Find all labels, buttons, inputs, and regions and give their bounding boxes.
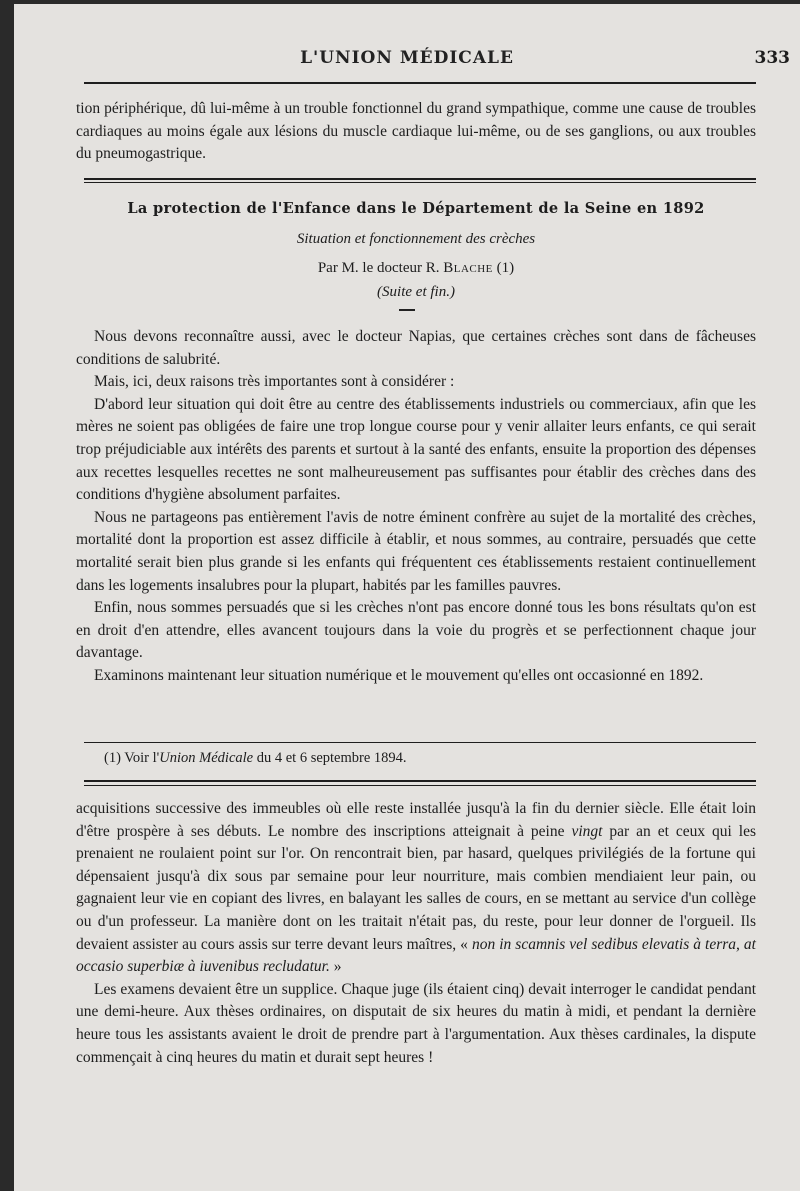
article-paragraph-1: Nous devons reconnaître aussi, avec le docteur Napias, que certaines crèches sont dans de fâcheuses conditions de salubrité. [76, 328, 756, 368]
bottom-paragraph-1-text-a: acquisitions successive des immeubles où elle reste installée jusqu'à la fin du dernier siècle. Elle était loin d'être prospère à ses débuts. Le nombre des inscriptions atteignait à peine [76, 800, 756, 840]
document-page [14, 4, 800, 1191]
article-body [76, 326, 756, 688]
footnote-mark: (1) [104, 750, 121, 766]
article-paragraph-5: Enfin, nous sommes persuadés que si les crèches n'ont pas encore donné tous les bons résultats qu'on est en droit d'en attendre, elles avancent toujours dans la voie du progrès et se perfectionnent chaque jour davantage. [76, 599, 756, 662]
bottom-paragraph-1-vingt: vingt [571, 822, 603, 840]
article-title: La protection de l'Enfance dans le Département de la Seine en 1892 [127, 200, 705, 217]
running-head: L'UNION MÉDICALE [300, 48, 514, 68]
header-rule [84, 82, 756, 84]
article-byline [76, 260, 756, 277]
byline-prefix: Par M. le docteur R. [317, 260, 440, 276]
section-rule-bottom [84, 780, 756, 782]
bottom-paragraph-1 [76, 798, 756, 979]
top-paragraph-block [76, 98, 756, 166]
separator-dash [399, 309, 415, 311]
top-paragraph: tion périphérique, dû lui-même à un trouble fonctionnel du grand sympathique, comme une cause de troubles cardiaques au moins égale aux lésions du muscle cardiaque lui-même, ou de ses ganglions, ou aux troubles du pneumogastrique. [76, 100, 756, 163]
bottom-paragraph-1-latin: non in scamnis vel sedibus elevatis à terra, at occasio superbiæ à iuvenibus recludatur. [76, 935, 756, 976]
footnote-rule [84, 742, 756, 743]
byline-author: Blache [443, 260, 493, 276]
footnote-journal: Union Médicale [159, 750, 254, 766]
bottom-paragraph-2: Les examens devaient être un supplice. Chaque juge (ils étaient cinq) devait interroger le candidat pendant une demi-heure. Aux thèses ordinaires, on disputait de six heures du matin à midi, et pendant la dernière heure tous les assistants avaient le droit de prendre part à l'argumentation. Aux thèses cardinales, la dispute commençait à cinq heures du matin et durait sept heures ! [76, 980, 756, 1066]
section-rule-top [84, 178, 756, 180]
bottom-paragraph-1-text-c: » [329, 958, 342, 976]
article-paragraph-2: Mais, ici, deux raisons très importantes sont à considérer : [94, 373, 455, 391]
article-paragraph-6: Examinons maintenant leur situation numérique et le mouvement qu'elles ont occasionné en 1892. [94, 666, 704, 684]
footnote-suffix: du 4 et 6 septembre 1894. [253, 750, 407, 766]
continued-note: (Suite et fin.) [377, 284, 455, 300]
footnote [104, 750, 744, 767]
article-subtitle: Situation et fonctionnement des crèches [296, 231, 536, 247]
section-rule-top-thin [84, 182, 756, 183]
footnote-prefix: Voir l' [124, 750, 160, 766]
footnote-reference: (1) [496, 260, 515, 276]
bottom-paragraph-1-text-b: par an et ceux qui les prenaient ne roulaient point sur l'or. On rencontrait bien, par hasard, quelques privilégiés de la fortune qui dépensaient jusqu'à dix sous par semaine pour leur nourriture, mais combien mendiaient leur pain, ou gagnaient leur vie en copiant des livres, en balayant les salles de cours, en se mettant au service d'un collège ou d'un professeur. La manière dont on les traitait n'était pas, du reste, pour leur donner de l'orgueil. Ils devaient assister au cours assis sur terre devant leurs maîtres, « [76, 822, 757, 953]
bottom-section [76, 798, 756, 1069]
section-rule-bottom-thin [84, 785, 756, 786]
page-header [14, 48, 800, 78]
page-number: 333 [754, 48, 790, 68]
article-paragraph-4: Nous ne partageons pas entièrement l'avis de notre éminent confrère au sujet de la mortalité des crèches, mortalité dont la proportion est assez difficile à établir, et nous sommes, au contraire, persuadés que cette mortalité serait bien plus grande si les enfants qui fréquentent ces établissements restaient continuellement dans les logements insalubres pour la plupart, habités par les familles pauvres. [76, 508, 756, 594]
article-paragraph-3: D'abord leur situation qui doit être au centre des établissements industriels ou commerciaux, afin que les mères ne soient pas obligées de faire une trop longue course pour y venir allaiter leurs enfants, ce qui serait trop préjudiciable aux intérêts des parents et surtout à la santé des enfants, ensuite la proportion des dépenses aux recettes lesquelles recettes ne sont malheureusement pas suffisantes pour établir des crèches dans des conditions d'hygiène absolument parfaites. [76, 395, 756, 504]
